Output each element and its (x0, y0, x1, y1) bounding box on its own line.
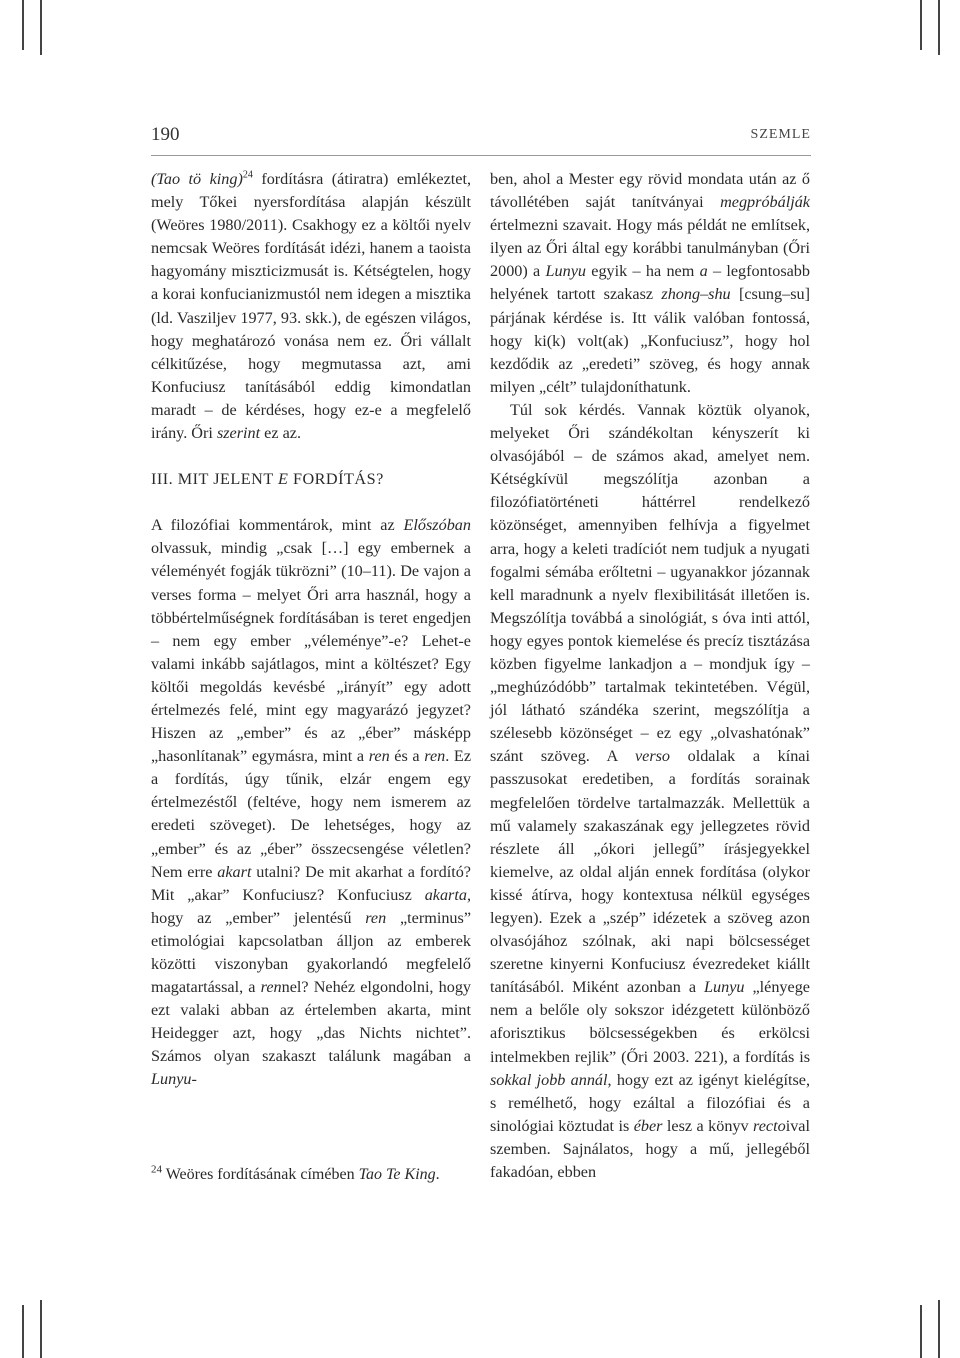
crop-mark (22, 0, 24, 50)
paragraph: Túl sok kérdés. Vannak köztük olyanok, melyeket Őri szándékoltan kényszerít ki olvasójából – de számos akad, amelyet nem. Kétségkívül megszólítja azonban a filozófiatörténeti háttérrel rendelkező közönséget, amennyiben felhívja a figyelmet arra, hogy a keleti tradíciót nem tudjuk a nyugati fogalmi sémába erőltetni – ugyanakkor józannak kell maradnunk a nyelv flexibilitását illetően is. Megszólítja továbbá a sinológiát, s óva inti attól, hogy egyes pontok kiemelése és precíz tisztázása közben figyelme lankadjon a – mondjuk így – „meghúzódóbb” tartalmak tekintetében. Végül, jól látható szándéka szerint, megszólítja a szélesebb közönséget – ez egy „olvashatónak” szánt szöveg. A verso oldalak a kínai passzusokat eredetiben, a fordítás sorainak megfelelően tördelve tartalmazzák. Mellettük a mű valamely szakaszának egy jellegzetes rövid részlete áll „ókori jellegű” írásjegyekkel kiemelve, az oldal alján ennek fordítása (olykor kissé átírva, hogy kontextusa nélkül egységes legyen). Ezek a „szép” idézetek a szöveg azon olvasójához szólnak, aki napi bölcsességet szeretne kinyerni Konfuciusz évezredeket kiállt tanításából. Miként azonban a Lunyu „lényege nem a belőle oly sokszor idézgetett különböző aforisztikus bölcsességekben és erkölcsi intelmekben rejlik” (Őri 2003. 221), a fordítás is sokkal jobb annál, hogy ezt az igényt kielégítse, s remélhető, hogy ezáltal a filozófiai és a sinológiai köztudat is éber lesz a könyv rectoival szemben. Sajnálatos, hogy a mű, jellegéből fakadóan, ebben (490, 400, 810, 1182)
crop-mark (40, 1300, 42, 1358)
header-rule (151, 155, 811, 156)
italic-text: szerint (216, 424, 261, 443)
paragraph: A filozófiai kommentárok, mint az Előszóban olvassuk, mindig „csak […] egy embernek a véleményét fogják tükrözni” (10–11). De vajon a verses forma – melyet Őri arra használ, hogy a többértelműségnek fordításában is teret engedjen – nem egy ember „véleménye”-e? Lehet-e valami inkább sajátlagos, mint a költészet? Egy költői megoldás kevésbé „irányít” egy adott értelmezés felé, mint egy magyarázó jegyzet? Hiszen az „ember” és az „éber” másképp „hasonlítanak” egymásra, mint a ren és a ren. Ez a fordítás, úgy tűnik, elzár engem egy értelmezéstől (feltéve, hogy nem ismerem az eredeti szöveget). De lehetséges, hogy az „ember” és az „éber” összecsengése véletlen? Nem erre akart utalni? De mit akarhat a fordító? Mit „akar” Konfuciusz? Konfuciusz akarta, hogy az „ember” jelentésű ren „terminus” etimológiai kapcsolatban álljon az emberek közötti viszonyban gyakorlandó megfelelő magatartással, a rennel? Nehéz elgondolni, hogy ezt valaki abban az értelemben akarta, mint Heidegger azt, hogy „das Nichts nichtet”. Számos olyan szakaszt találunk magában a Lunyu- (151, 516, 472, 1089)
paragraph: ben, ahol a Mester egy rövid mondata után az ő távollétében saját tanítványai megpróbálják értelmezni szavait. Hogy más példát ne említsek, ilyen az Őri által egy korábbi tanulmányban (Őri 2000) a Lunyu egyik – ha nem a – legfontosabb helyének tartott szakasz zhong–shu [csung–su] párjának kérdése is. Itt válik valóban fontossá, hogy ki(k) volt(ak) „Konfuciusz”, hogy hol kezdődik az „eredeti” szöveg, és hogy annak milyen „célt” tulajdoníthatunk. (490, 170, 810, 396)
paragraph (151, 168, 471, 445)
section-label: SZEMLE (750, 127, 811, 142)
crop-mark (40, 0, 42, 55)
left-column (151, 168, 471, 1092)
running-header (151, 124, 811, 146)
italic-text: (Tao tö king) (151, 170, 243, 188)
text: ez az. (260, 424, 302, 443)
footnote-number: 24 (151, 1163, 162, 1176)
crop-mark (22, 1305, 24, 1358)
crop-mark (920, 1305, 922, 1358)
footnote: $^{24}$ Weöres fordításának címében Tao Te King. (151, 1163, 440, 1183)
footnote-marker[interactable]: 24 (242, 169, 253, 181)
text: fordításra (átiratra) emlékeztet, mely Tőkei nyersfordítása alapján készült (Weöres 1980/2011). Csakhogy ez a költői nyelv nemcsak Weöres fordítását idézi, hanem a taoista hagyomány miszticizmusát is. Kétségtelen, hogy a korai konfucianizmustól nem idegen a misztika (ld. Vasziljev 1977, 93. skk.), de egészen világos, hogy meghatározó vonása nem ez. Őri vállalt célkitűzése, hogy megmutassa azt, ami Konfuciusz tanításából eddig kimondatlan maradt – de kérdéses, hogy ez-e a megfelelő irány. Őri (151, 170, 471, 443)
crop-mark (938, 1300, 940, 1358)
crop-mark (938, 0, 940, 55)
right-column (490, 168, 810, 1184)
section-heading: III. MIT JELENT E FORDÍTÁS? (151, 470, 384, 489)
page-number: 190 (151, 124, 180, 145)
crop-mark (920, 0, 922, 50)
